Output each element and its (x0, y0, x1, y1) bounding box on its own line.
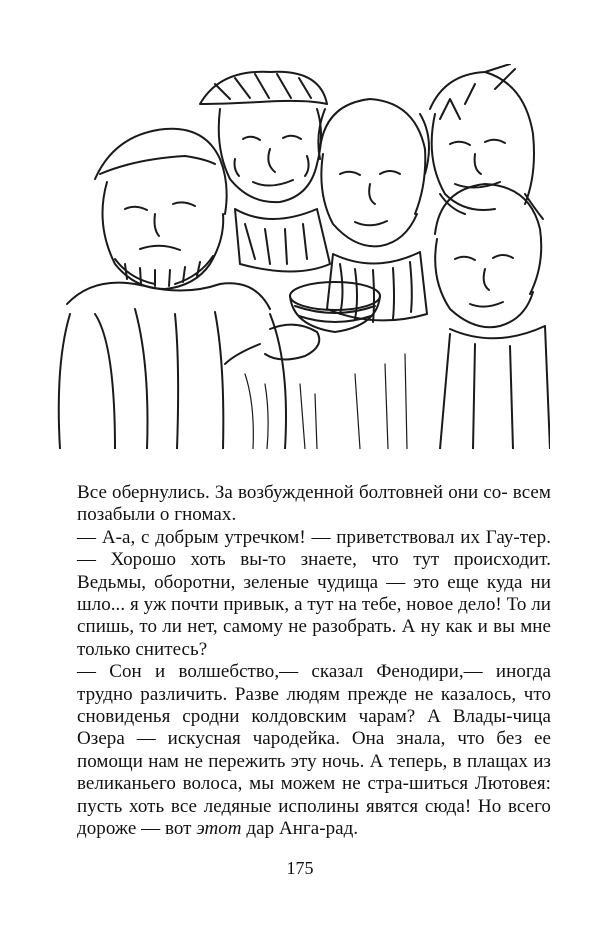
paragraph-2-text: — А-а, с добрым утречком! — приветствовал их Гау-тер.— Хорошо хоть вы-то знаете, что тут происходит. Ведьмы, оборотни, зеленые чудища — это еще куда ни шло... я уж почти привык, а тут на тебе, новое дело! То ли спишь, то ли нет, самому не разобрать. А ну как и вы мне только снитесь? (77, 526, 551, 660)
bearded-man-figure (59, 129, 286, 449)
background-hatching (245, 354, 407, 449)
paragraph-3-emphasis: этот (196, 818, 242, 840)
illustration (55, 64, 550, 449)
hooded-man-figure (430, 64, 534, 210)
boy-figure (435, 184, 550, 449)
paragraph-3 (77, 661, 551, 840)
body-text (77, 482, 551, 841)
paragraph-3-text-end: дар Анга-рад. (241, 818, 359, 840)
page-number: 175 (286, 858, 314, 878)
paragraph-1 (77, 482, 551, 527)
paragraph-3-text: — Сон и волшебство,— сказал Фенодири,— иногда трудно различить. Разве людям прежде не казалось, что сновиденья сродни колдовским чарам? А Влады-чица Озера — искусная чародейка. Она знала, что без ее помощи нам не пережить эту ночь. А теперь, в плащах из великаньего волоса, мы можем не стра-шиться Лютовея: пусть хоть все ледяные исполины явятся сюда! Но всего дороже — вот (77, 661, 551, 840)
paragraph-1-text: Все обернулись. За возбужденной болтовней они со- всем позабыли о гномах. (77, 482, 551, 526)
paragraph-2 (77, 527, 551, 661)
